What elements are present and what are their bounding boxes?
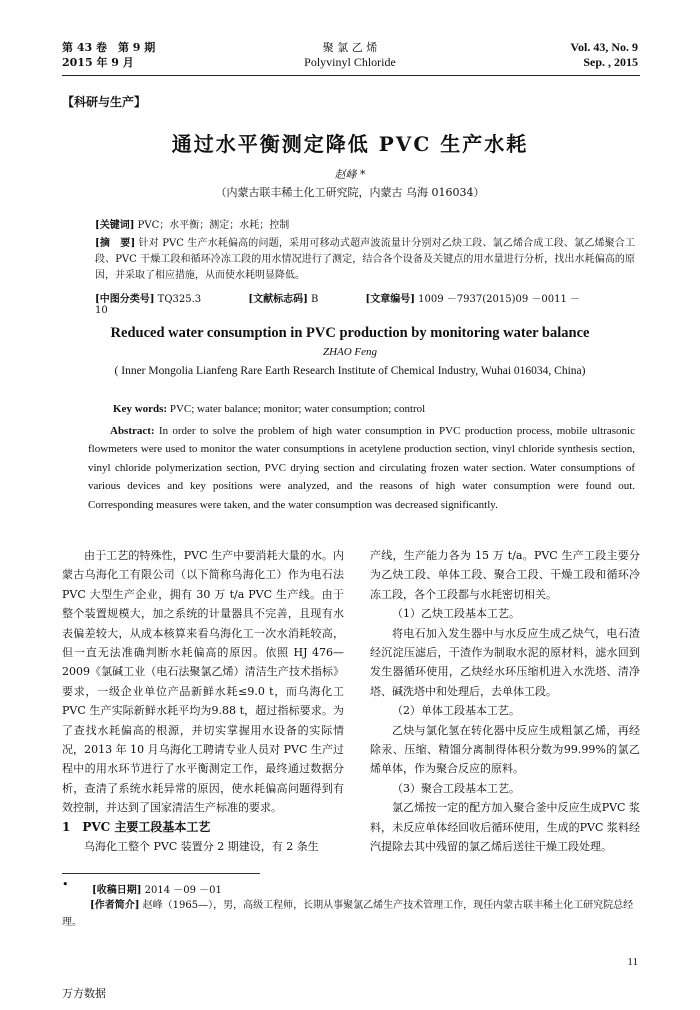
keywords-en: [113, 403, 633, 415]
body-paragraph: 将电石加入发生器中与水反应生成乙炔气，电石渣经沉淀压滤后，干渣作为制取水泥的原材料，滤水回到发生器循环使用，乙炔经水环压缩机进入水洗塔、清净塔、碱洗塔中和处理后，去单体工段。: [370, 626, 640, 698]
header-date-zh: 2015 年 9 月: [62, 56, 134, 69]
doc-code: [248, 294, 340, 305]
article-title-en: Reduced water consumption in PVC production by monitoring water balance: [110, 325, 590, 341]
header-volume-en-line: Vol. 43, No. 9: [570, 40, 638, 54]
footnote-bullet: •: [62, 878, 69, 891]
clc: [95, 294, 223, 305]
body-paragraph: 产线，生产能力各为 15 万 t/a。PVC 生产工段主要分为乙炔工段、单体工段、聚合工段、干燥工段和循环冷冻工段，各个工段都与水耗密切相关。: [370, 549, 640, 601]
footnote-author-bio: [62, 897, 640, 931]
clc-label: [中图分类号]: [95, 294, 155, 305]
body-paragraph: 由于工艺的特殊性，PVC 生产中要消耗大量的水。内蒙古乌海化工有限公司（以下简称乌海化工）作为电石法 PVC 大型生产企业，拥有 30 万 t/a PVC 生产线。由于整个装置规模大，加之系统的计量器具不完善，且现有水表偏差较大，从成本核算来看乌海化工一次水消耗较高，但一直无法准确判断水耗偏高的原因。依照 HJ 476—2009《氯碱工业（电石法聚氯乙烯）清洁生产技术指标》要求，一级企业单位产品新鲜水耗≤9.0 t，而乌海化工 PVC 生产实际新鲜水耗平均为9.88 t，超过指标要求。为了查找水耗偏高的根源，并切实掌握用水设备的实际情况，2013 年 10 月乌海化工聘请专业人员对 PVC 生产过程中的用水环节进行了水平衡测定工作，最终通过数据分析，查清了系统水耗异常的原因，使水耗偏高问题得到有效控制，并达到了国家清洁生产标准的要求。: [62, 549, 344, 815]
author-bio-label: [作者简介]: [90, 900, 140, 911]
subsection-heading: （2）单体工段基本工艺。: [392, 704, 520, 718]
body-paragraph: 乙炔与氯化氢在转化器中反应生成粗氯乙烯，再经除汞、压缩、精馏分离制得体积分数为99.99%的氯乙烯单体，作为聚合反应的原料。: [370, 723, 640, 776]
page-number: 11: [627, 956, 638, 968]
received-date: 2014 －09 －01: [141, 885, 222, 896]
received-label: [收稿日期]: [92, 885, 142, 896]
footnote-rule: [62, 873, 260, 874]
doc-code-value: B: [307, 294, 319, 305]
subsection-heading: （1）乙炔工段基本工艺。: [392, 607, 520, 621]
article-title-zh: 通过水平衡测定降低 PVC 生产水耗: [171, 132, 529, 156]
footnote-received: [92, 881, 222, 896]
author-bio-text: 赵峰（1965—），男，高级工程师，长期从事聚氯乙烯生产技术管理工作，现任内蒙古联丰稀土化工研究院总经理。: [62, 900, 634, 928]
header-date-en: Sep. , 2015: [583, 55, 638, 69]
author-en: ZHAO Feng: [322, 346, 378, 358]
abstract-zh-label: [摘 要]: [95, 238, 136, 249]
column-tag: 【科研与生产】: [62, 95, 147, 109]
doc-code-label: [文献标志码]: [248, 294, 308, 305]
keywords-zh: [95, 218, 635, 234]
affiliation-en: ( Inner Mongolia Lianfeng Rare Earth Research Institute of Chemical Industry, Wuhai 016034, China): [114, 365, 586, 377]
keywords-en-label: Key words:: [113, 403, 168, 415]
body-paragraph: 乌海化工整个 PVC 装置分 2 期建设，有 2 条生: [84, 840, 319, 854]
section-heading-1: 1 PVC 主要工段基本工艺: [62, 819, 211, 834]
body-column-right: [370, 546, 640, 857]
keywords-en-text: PVC; water balance; monitor; water consumption; control: [167, 403, 426, 415]
keywords-zh-text: PVC；水平衡；测定；水耗；控制: [134, 220, 290, 231]
article-number-value: 1009 －7937(2015)09 －0011 －10: [95, 294, 581, 316]
abstract-en-text: In order to solve the problem of high water consumption in PVC production process, mobile ultrasonic flowmeters were used to monitor the water consumptions in acetylene production section, vinyl chloride synthesis section, vinyl chloride polymerization section, PVC drying section and circulating frozen water section. Water consumptions of various devices and key positions were analyzed, and the reasons of high water consumption were found out. Corresponding measures were taken, and the water consumption was decreased significantly.: [88, 425, 635, 511]
body-column-left: [62, 546, 344, 857]
journal-name-zh: 聚 氯 乙 烯: [322, 41, 378, 54]
abstract-en: [88, 422, 635, 514]
subsection-heading: （3）聚合工段基本工艺。: [392, 781, 520, 795]
abstract-zh: [95, 236, 635, 284]
article-number-label: [文章编号]: [365, 294, 415, 305]
body-paragraph: 氯乙烯按一定的配方加入聚合釜中反应生成PVC 浆料，未反应单体经回收后循环使用，生成的PVC 浆料经汽提除去其中残留的氯乙烯后送往干燥工段处理。: [370, 801, 640, 854]
watermark: 万方数据: [62, 987, 106, 1000]
abstract-en-label: Abstract:: [110, 425, 155, 437]
abstract-zh-text: 针对 PVC 生产水耗偏高的问题，采用可移动式超声波流量计分别对乙炔工段、氯乙烯合成工段、氯乙烯聚合工段、PVC 干燥工段和循环冷冻工段的用水情况进行了测定，结合各个设备及关键点的用水量进行分析，找出水耗偏高的原因，并采取了相应措施，从而使水耗明显降低。: [95, 238, 635, 281]
author-zh: 赵峰 *: [334, 168, 366, 181]
affiliation-zh: （内蒙古联丰稀土化工研究院，内蒙古 乌海 016034）: [215, 186, 485, 199]
classification-line: [95, 290, 635, 316]
header-volume-en: [570, 40, 638, 70]
header-rule: [62, 75, 640, 76]
journal-name-en: Polyvinyl Chloride: [304, 55, 396, 69]
header-volume-zh: 第 43 卷 第 9 期: [62, 41, 156, 54]
clc-value: TQ325.3: [154, 294, 202, 305]
keywords-zh-label: [关键词]: [95, 220, 135, 231]
